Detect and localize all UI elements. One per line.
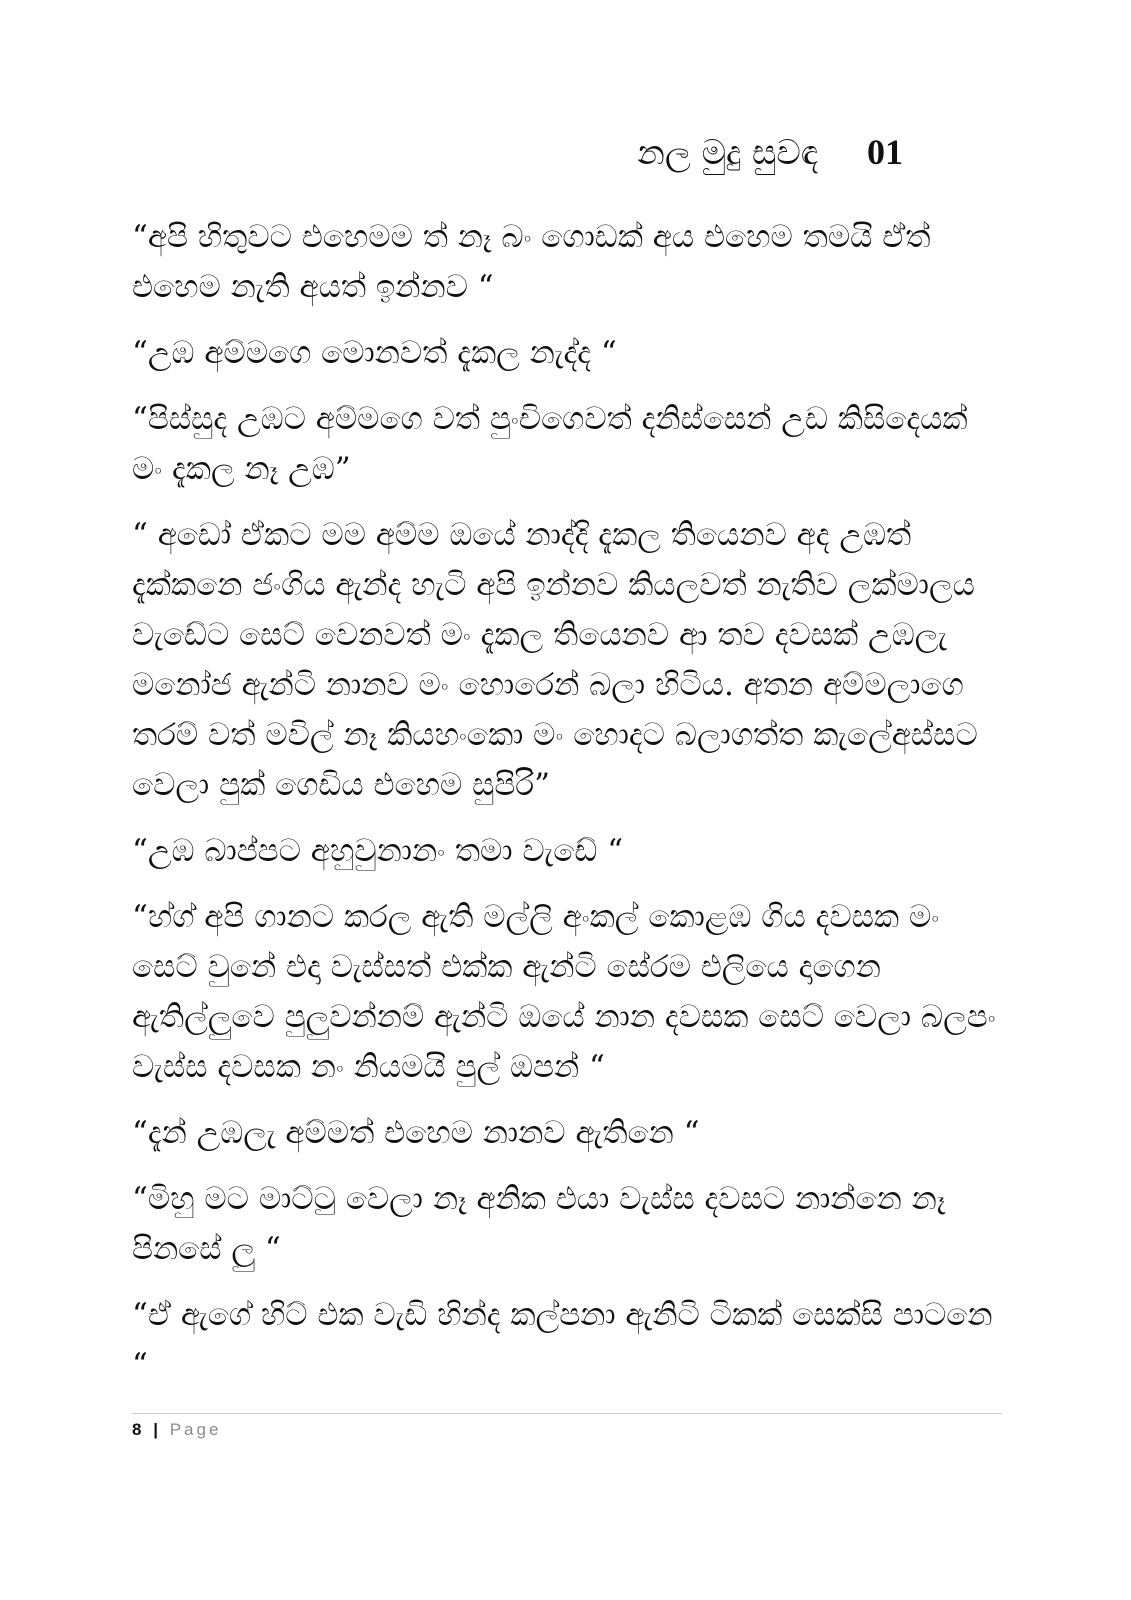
paragraph: “උඹ බාප්පට අහුවුනානං තමා වැඩේ “ — [132, 833, 624, 869]
paragraph: “දැන් උඹලැ අම්මත් එහෙම නානව ඇතිනෙ “ — [132, 1115, 700, 1151]
paragraph: “ඒ ඇගේ හිට් එක වැඩි හින්ද කල්පනා ඇනිටි ටිකක් සෙක්සි පාටනෙ “ — [132, 1297, 993, 1383]
page-label: Page — [169, 1420, 222, 1439]
paragraph: “අපි හිතුවට එහෙමම ත් නෑ බං ගොඩක් අය එහෙම තමයි ඒත් එහෙම නැති අයත් ඉන්නව “ — [132, 219, 931, 305]
paragraph: “ අඩෝ ඒකට මම අම්ම ඔයේ නාද්දි දැකල තියෙනව අද උඹත් දැක්කනෙ ජංගිය ඇන්ද හැටි අපි ඉන්නව කියලවත් නැතිව ලක්මාලය වැඩේට සෙට් වෙනවත් මං දැකල තියෙනව ආ තව දවසක් උඹලැ මනෝජ ඇන්ටි නානව මං හොරෙන් බලා හිටිය. අතන අම්මලාගෙ තරම් වත් මවිල් නෑ කියහංකො මං හොදට බලාගත්ත කැලේඅස්සට වෙලා පුක් ගෙඩිය එහෙම සුපිරි” — [132, 517, 978, 803]
paragraph: “පිස්සුද උඹට අම්මගෙ වත් පුංචිගෙවත් දනිස්සෙන් උඩ කිසිදෙයක් මං දැකල නෑ උඹ” — [132, 401, 968, 487]
paragraph: “මිහු මට මාට්ටු වෙලා නෑ අනික එයා වැස්ස දවසට නාන්නෙ නෑ පිනසේ ලු “ — [132, 1181, 946, 1267]
paragraph: “හ්ග් අපි ගානට කරල ඇති මල්ලි අංකල් කොළඹ ගිය දවසක මං සෙට් වුනේ එදා වැස්සත් එක්ක ඇන්ටි සේරම එලියෙ දාගෙන ඇතිල්ලුවෙ පුලුවන්නම් ඇන්ටි ඔයේ නාන දවසක සෙට් වෙලා බලපං වැස්ස දවසක නං නියමයි පුල් ඔපන් “ — [132, 899, 996, 1085]
chapter-number: 01 — [867, 132, 903, 172]
footer-separator: | — [153, 1420, 158, 1439]
page-number: 8 — [132, 1420, 142, 1439]
page-header — [637, 128, 903, 177]
page-footer — [132, 1418, 221, 1442]
footer-divider — [132, 1413, 1002, 1414]
story-title: නල මුදු සුවඳ — [637, 133, 819, 173]
paragraph: “උඹ අම්මගෙ මොනවත් දැකල නැද්ද “ — [132, 335, 617, 371]
body-text — [132, 212, 1002, 1406]
